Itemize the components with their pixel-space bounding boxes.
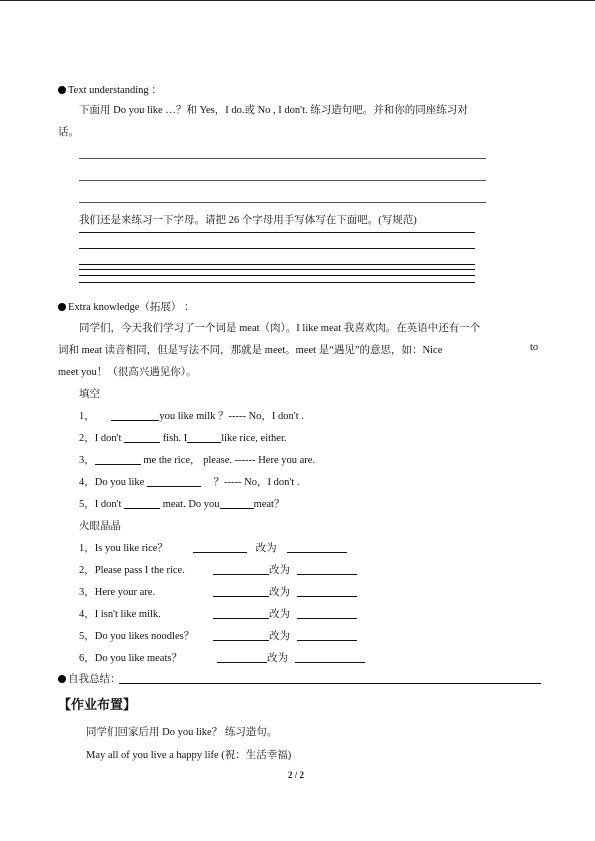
handwriting-line[interactable] [79,282,475,283]
writing-line[interactable] [79,158,486,159]
error-fix-item: 6，Do you like meats？ [79,653,182,664]
answer-blank[interactable] [220,498,254,509]
error-fix-item: 1，Is you like rice？ [79,543,168,554]
writing-line[interactable] [79,202,486,203]
answer-blank[interactable] [124,498,160,509]
homework-heading: 【作业布置】 [58,698,137,713]
error-fix-item: 4，I isn't like milk. [79,609,161,620]
page-top-border [0,0,595,1]
fill-blank-item: 3， me the rice， please. ------ Here you are. [79,455,316,466]
handwriting-line[interactable] [79,248,475,249]
answer-blank[interactable] [193,542,247,553]
summary-line[interactable] [119,683,541,684]
error-fix-item: 5，Do you likes noodles？ [79,631,195,642]
page-number: 2 / 2 [288,770,305,780]
error-fix-answer: 改为 [217,650,365,665]
answer-blank[interactable] [95,454,141,465]
writing-line[interactable] [79,180,486,181]
answer-blank[interactable] [297,586,357,597]
bullet-icon [58,86,66,94]
text-understanding-para-line1: 下面用 Do you like …？和 Yes，I do.或 No , I don't. 练习造句吧。并和你的同座练习对 [79,105,468,116]
handwriting-line[interactable] [79,264,475,265]
extra-knowledge-para-line1: 同学们，今天我们学习了一个词是 meat（肉）。I like meat 我喜欢肉。在英语中还有一个 [79,323,481,334]
answer-blank[interactable] [297,564,357,575]
text-understanding-heading: Text understanding ： [58,82,162,97]
handwriting-line[interactable] [79,269,475,270]
extra-knowledge-para-line3: meet you！（很高兴遇见你）。 [58,367,197,378]
fill-blank-title: 填空 [79,389,100,400]
answer-blank[interactable] [213,564,269,575]
answer-blank[interactable] [111,410,159,421]
answer-blank[interactable] [187,432,221,443]
homework-line1: 同学们回家后用 Do you like？ 练习造句。 [86,727,278,738]
answer-blank[interactable] [213,630,269,641]
alphabet-note: 我们还是来练习一下字母。请把 26 个字母用手写体写在下面吧。(写规范) [79,215,417,226]
answer-blank[interactable] [297,608,357,619]
error-fix-answer: 改为 [193,540,347,555]
extra-knowledge-para-line2: 词和 meat 读音相同，但是写法不同，那就是 meet。meet 是“遇见”的意思，如：Nice [58,345,443,356]
answer-blank[interactable] [124,432,160,443]
error-fix-title: 火眼晶晶 [79,521,121,532]
error-fix-answer: 改为 [213,562,357,577]
answer-blank[interactable] [213,608,269,619]
error-fix-item: 3，Here your are. [79,587,156,598]
answer-blank[interactable] [297,630,357,641]
bullet-icon [58,675,66,683]
handwriting-line[interactable] [79,232,475,233]
handwriting-line[interactable] [79,275,475,276]
error-fix-item: 2，Please pass I the rice. [79,565,185,576]
answer-blank[interactable] [295,652,365,663]
fill-blank-item: 4，Do you like ？----- No，I don't . [79,477,300,488]
self-summary-label: 自我总结： [58,671,121,686]
answer-blank[interactable] [287,542,347,553]
extra-knowledge-heading: Extra knowledge（拓展） ： [58,299,195,314]
homework-line2: May all of you live a happy life (祝：生活幸福) [86,750,292,761]
fill-blank-item: 5，I don't meat. Do you meat？ [79,499,285,510]
text-understanding-para-line2: 话。 [58,127,79,138]
answer-blank[interactable] [213,586,269,597]
error-fix-answer: 改为 [213,628,357,643]
fill-blank-item: 2，I don't fish. I like rice, either. [79,433,287,444]
error-fix-answer: 改为 [213,584,357,599]
error-fix-answer: 改为 [213,606,357,621]
answer-blank[interactable] [147,476,201,487]
fill-blank-item: 1， you like milk ？----- No，I don't . [79,411,304,422]
extra-knowledge-para-line2-end: to [530,342,539,353]
bullet-icon [58,303,66,311]
answer-blank[interactable] [217,652,267,663]
